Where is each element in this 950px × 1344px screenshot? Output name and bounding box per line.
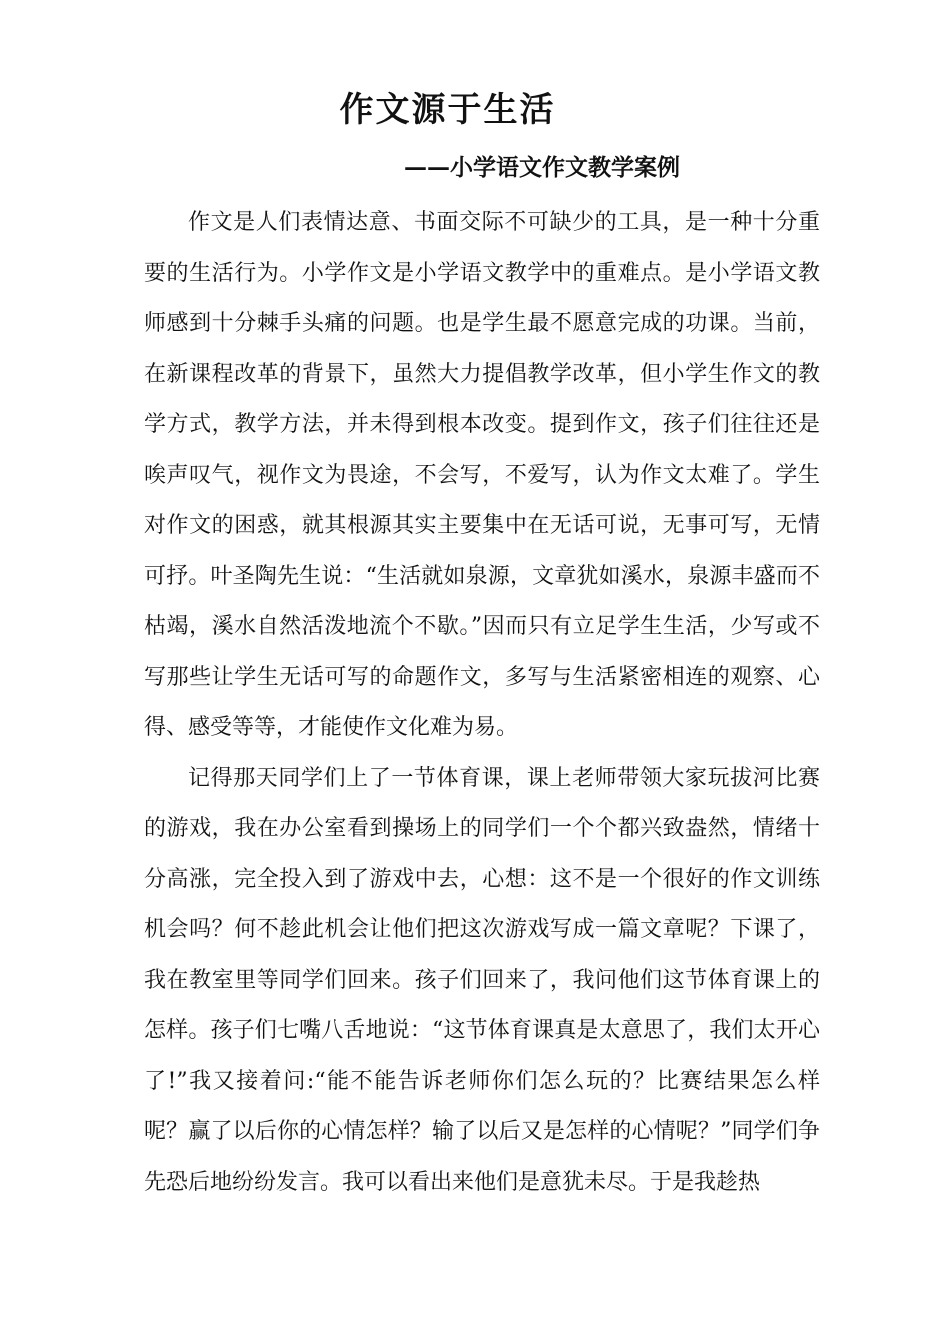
document-body: [144, 198, 820, 1208]
document-title: 作文源于生活: [339, 90, 556, 130]
paragraph-story: 记得那天同学们上了一节体育课，课上老师带领大家玩拔河比赛的游戏，我在办公室看到操场上的同学们一个个都兴致盎然，情绪十分高涨，完全投入到了游戏中去，心想：这不是一个很好的作文训练机会吗？何不趁此机会让他们把这次游戏写成一篇文章呢？下课了，我在教室里等同学们回来。孩子们回来了，我问他们这节体育课上的怎样。孩子们七嘴八舌地说：“这节体育课真是太意思了，我们太开心了!”我又接着问:“能不能告诉老师你们怎么玩的？比赛结果怎么样呢？赢了以后你的心情怎样？输了以后又是怎样的心情呢？”同学们争先恐后地纷纷发言。我可以看出来他们是意犹未尽。于是我趁热: [144, 765, 820, 1195]
document-subtitle: ——小学语文作文教学案例: [404, 154, 680, 181]
paragraph-intro: 作文是人们表情达意、书面交际不可缺少的工具，是一种十分重要的生活行为。小学作文是小学语文教学中的重难点。是小学语文教师感到十分棘手头痛的问题。也是学生最不愿意完成的功课。当前，在新课程改革的背景下，虽然大力提倡教学改革，但小学生作文的教学方式，教学方法，并未得到根本改变。提到作文，孩子们往往还是唉声叹气，视作文为畏途，不会写，不爱写，认为作文太难了。学生对作文的困惑，就其根源其实主要集中在无话可说，无事可写，无情可抒。叶圣陶先生说：“生活就如泉源，文章犹如溪水，泉源丰盛而不枯竭，溪水自然活泼地流个不歇。”因而只有立足学生生活，少写或不写那些让学生无话可写的命题作文，多写与生活紧密相连的观察、心得、感受等等，才能使作文化难为易。: [144, 210, 820, 740]
